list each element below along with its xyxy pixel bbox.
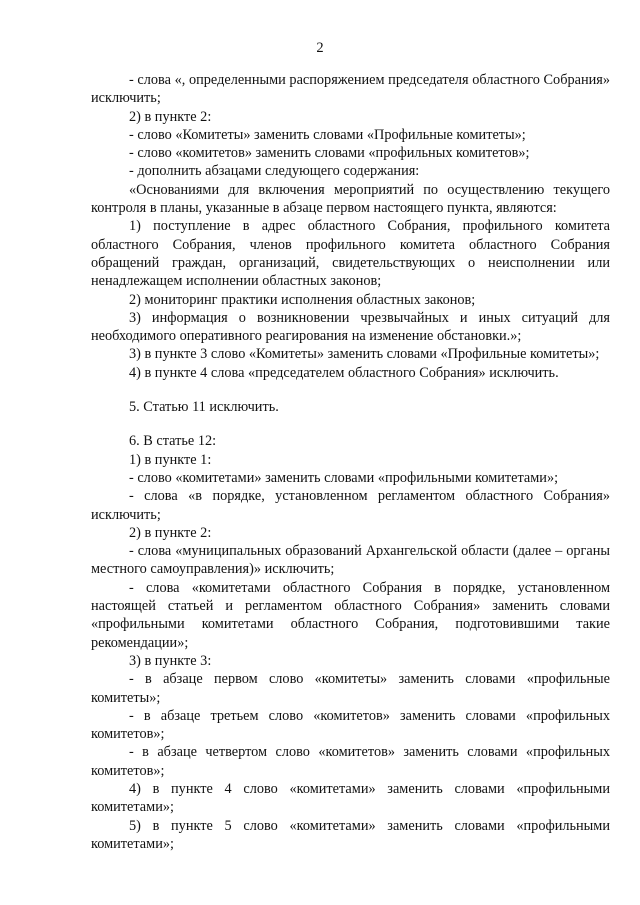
- paragraph: 3) в пункте 3:: [129, 652, 212, 669]
- quoted-paragraph: «Основаниями для включения мероприятий по осуществлению текущего контроля в планы, указанные в абзаце первом настоящего пункта, являются:: [91, 181, 610, 217]
- paragraph-spacer: [91, 416, 610, 432]
- section-heading: 6. В статье 12:: [129, 433, 217, 450]
- paragraph: - дополнить абзацами следующего содержания:: [129, 163, 420, 180]
- paragraph: - слово «комитетов» заменить словами «профильных комитетов»;: [129, 145, 530, 162]
- section-heading: 5. Статью 11 исключить.: [129, 399, 279, 416]
- document-body: [91, 71, 610, 853]
- page-number: 2: [316, 40, 324, 56]
- paragraph: - слова «, определенными распоряжением председателя областного Собрания» исключить;: [91, 72, 610, 107]
- paragraph: 4) в пункте 4 слово «комитетами» заменить словами «профильными комитетами»;: [91, 780, 610, 816]
- paragraph-spacer: [91, 382, 610, 398]
- paragraph: - в абзаце четвертом слово «комитетов» заменить словами «профильных комитетов»;: [91, 744, 610, 779]
- paragraph: - слово «Комитеты» заменить словами «Профильные комитеты»;: [129, 126, 526, 143]
- paragraph: - слово «комитетами» заменить словами «профильными комитетами»;: [129, 469, 559, 486]
- paragraph: 5) в пункте 5 слово «комитетами» заменить словами «профильными комитетами»;: [91, 817, 610, 852]
- paragraph: 1) поступление в адрес областного Собрания, профильного комитета областного Собрания, членов профильного комитета областного Собрания обращений граждан, организаций, свидетельствующих о неисполнении или ненадлежащем исполнении областных законов;: [91, 218, 610, 290]
- paragraph: - слова «в порядке, установленном регламентом областного Собрания» исключить;: [91, 488, 610, 523]
- paragraph: 1) в пункте 1:: [129, 451, 212, 468]
- paragraph: 2) в пункте 2:: [129, 524, 212, 541]
- paragraph: 3) информация о возникновении чрезвычайных и иных ситуаций для необходимого оперативного реагирования на изменение обстановки.»;: [91, 309, 610, 345]
- paragraph: 2) мониторинг практики исполнения областных законов;: [129, 291, 476, 308]
- paragraph: 3) в пункте 3 слово «Комитеты» заменить словами «Профильные комитеты»;: [129, 346, 600, 363]
- paragraph: - в абзаце третьем слово «комитетов» заменить словами «профильных комитетов»;: [91, 707, 610, 743]
- paragraph: - слова «муниципальных образований Архангельской области (далее – органы местного самоуправления)» исключить;: [91, 543, 610, 578]
- paragraph: - слова «комитетами областного Собрания в порядке, установленном настоящей статьей и регламентом областного Собрания» заменить словами «профильными комитетами областного Собрания, подготовившими такие рекомендации»;: [91, 579, 610, 651]
- paragraph: 2) в пункте 2:: [129, 108, 212, 125]
- paragraph: - в абзаце первом слово «комитеты» заменить словами «профильные комитеты»;: [91, 671, 610, 706]
- paragraph: 4) в пункте 4 слова «председателем областного Собрания» исключить.: [129, 364, 559, 381]
